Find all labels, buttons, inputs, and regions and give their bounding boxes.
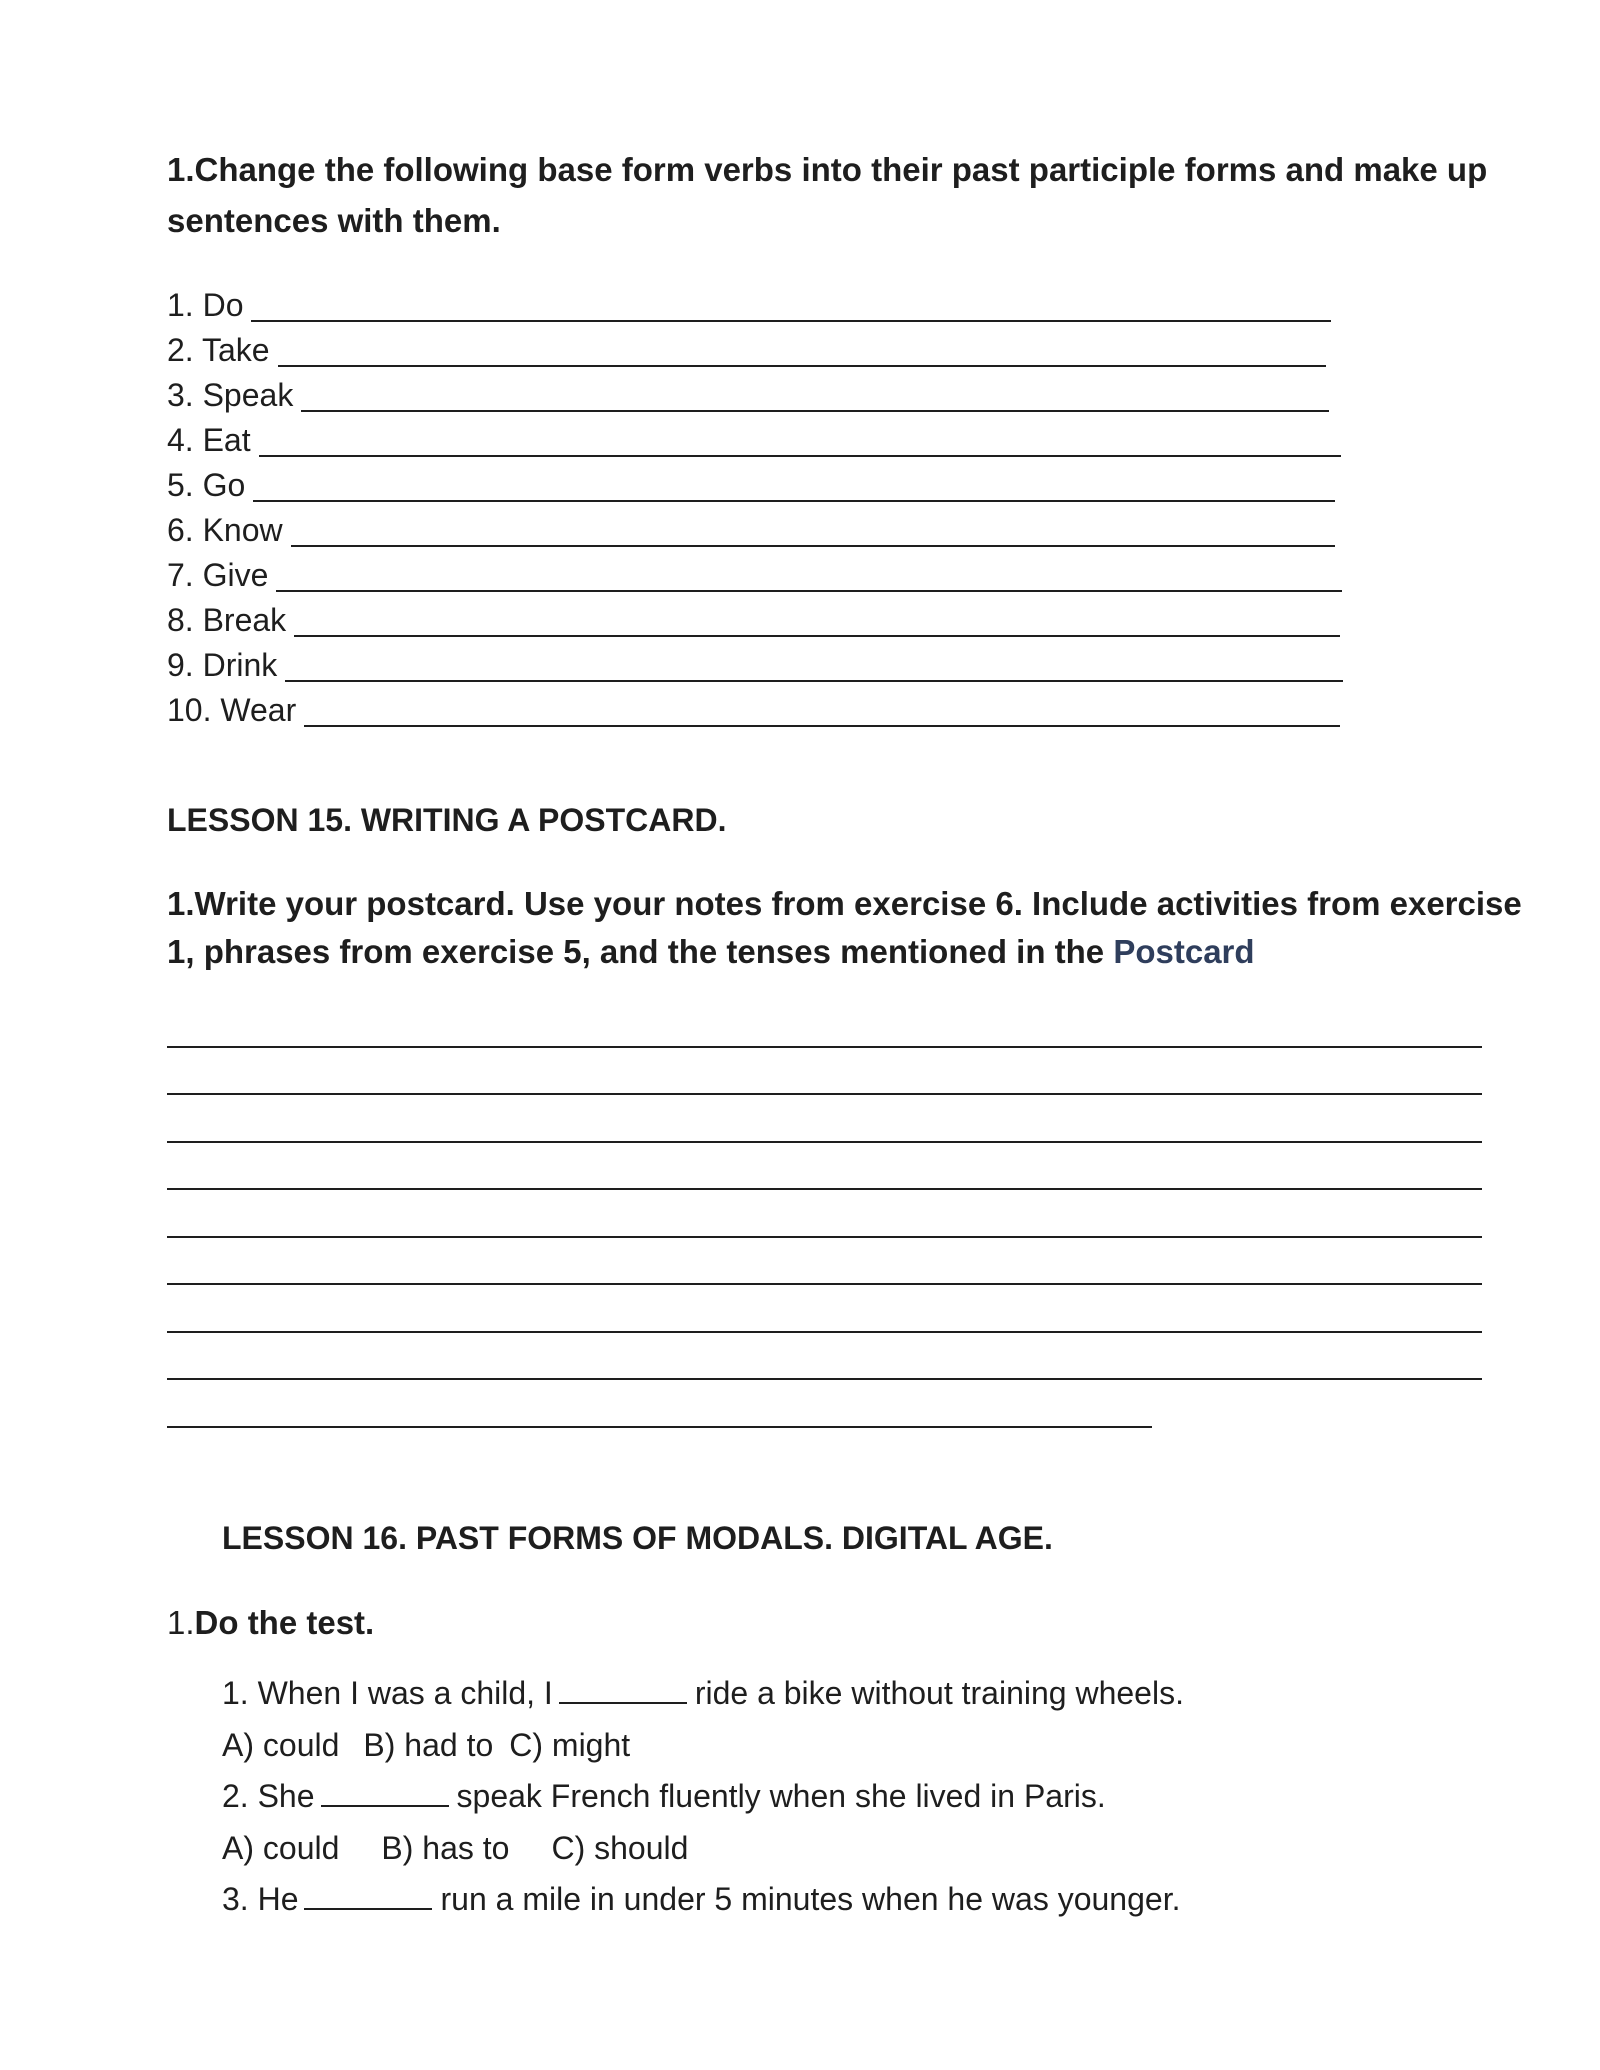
postcard-writing-area[interactable]: [167, 1000, 1482, 1428]
answer-line[interactable]: [276, 556, 1342, 592]
verb-label: 5. Go: [167, 467, 246, 503]
answer-line[interactable]: [253, 466, 1335, 502]
answer-line[interactable]: [285, 646, 1343, 682]
verb-row: [167, 373, 1357, 418]
postcard-link[interactable]: Postcard: [1113, 933, 1255, 970]
verb-label: 6. Know: [167, 512, 283, 548]
test-question: [222, 1668, 1422, 1720]
exercise-heading-line2: sentences with them.: [167, 202, 501, 239]
question-text-before: 2. She: [222, 1778, 315, 1814]
verb-row: [167, 643, 1357, 688]
answer-line[interactable]: [278, 331, 1326, 367]
answer-line[interactable]: [251, 286, 1331, 322]
question-text-before: 1. When I was a child, I: [222, 1675, 553, 1711]
verb-row: [167, 328, 1357, 373]
verb-label: 3. Speak: [167, 377, 294, 413]
writing-line[interactable]: [167, 1285, 1482, 1333]
test-intro-text: Do the test.: [194, 1604, 375, 1641]
verb-label: 1. Do: [167, 287, 244, 323]
test-options: [222, 1720, 1422, 1772]
option-c[interactable]: C) might: [509, 1726, 631, 1763]
option-b[interactable]: B) has to: [381, 1829, 510, 1866]
answer-line[interactable]: [291, 511, 1335, 547]
answer-blank[interactable]: [321, 1773, 449, 1807]
exercise-heading: [167, 144, 1487, 246]
verb-row: [167, 553, 1357, 598]
verb-label: 8. Break: [167, 602, 287, 638]
writing-line[interactable]: [167, 1095, 1482, 1143]
writing-line[interactable]: [167, 1143, 1482, 1191]
answer-line[interactable]: [301, 376, 1329, 412]
option-a[interactable]: A) could: [222, 1726, 340, 1763]
verb-label: 9. Drink: [167, 647, 278, 683]
answer-line[interactable]: [294, 601, 1340, 637]
question-text-after: speak French fluently when she lived in Paris.: [456, 1778, 1106, 1814]
option-c[interactable]: C) should: [551, 1829, 689, 1866]
postcard-task-heading: [167, 880, 1522, 976]
option-b[interactable]: B) had to: [363, 1726, 494, 1763]
question-text-after: ride a bike without training wheels.: [694, 1675, 1184, 1711]
verb-row: [167, 688, 1357, 733]
verb-row: [167, 418, 1357, 463]
test-intro-number: 1.: [167, 1604, 195, 1641]
test-intro: [167, 1600, 374, 1645]
verb-row: [167, 598, 1357, 643]
answer-line[interactable]: [259, 421, 1341, 457]
exercise-heading-line1: 1.Change the following base form verbs into their past participle forms and make up: [167, 151, 1488, 188]
verb-row: [167, 463, 1357, 508]
writing-line[interactable]: [167, 1000, 1482, 1048]
verb-label: 7. Give: [167, 557, 269, 593]
writing-line[interactable]: [167, 1333, 1482, 1381]
test-question: [222, 1771, 1422, 1823]
writing-line[interactable]: [167, 1048, 1482, 1096]
question-text-before: 3. He: [222, 1881, 299, 1917]
question-text-after: run a mile in under 5 minutes when he was younger.: [440, 1881, 1181, 1917]
test-options: [222, 1823, 1422, 1875]
writing-line[interactable]: [167, 1380, 1152, 1428]
postcard-task-line1: 1.Write your postcard. Use your notes from exercise 6. Include activities from exercise: [167, 885, 1522, 922]
lesson-15-title: LESSON 15. WRITING A POSTCARD.: [167, 802, 727, 838]
test-question: [222, 1874, 1422, 1926]
option-a[interactable]: A) could: [222, 1829, 340, 1866]
verb-label: 2. Take: [167, 332, 270, 368]
test-items: [222, 1668, 1422, 1926]
verb-row: [167, 283, 1357, 328]
writing-line[interactable]: [167, 1238, 1482, 1286]
lesson-16-title: LESSON 16. PAST FORMS OF MODALS. DIGITAL AGE.: [222, 1520, 1053, 1556]
answer-line[interactable]: [304, 691, 1340, 727]
answer-blank[interactable]: [304, 1876, 432, 1910]
answer-blank[interactable]: [559, 1670, 687, 1704]
verb-label: 10. Wear: [167, 692, 297, 728]
verb-label: 4. Eat: [167, 422, 251, 458]
postcard-task-line2: 1, phrases from exercise 5, and the tenses mentioned in the: [167, 933, 1105, 970]
writing-line[interactable]: [167, 1190, 1482, 1238]
verb-list: [167, 283, 1357, 733]
verb-row: [167, 508, 1357, 553]
